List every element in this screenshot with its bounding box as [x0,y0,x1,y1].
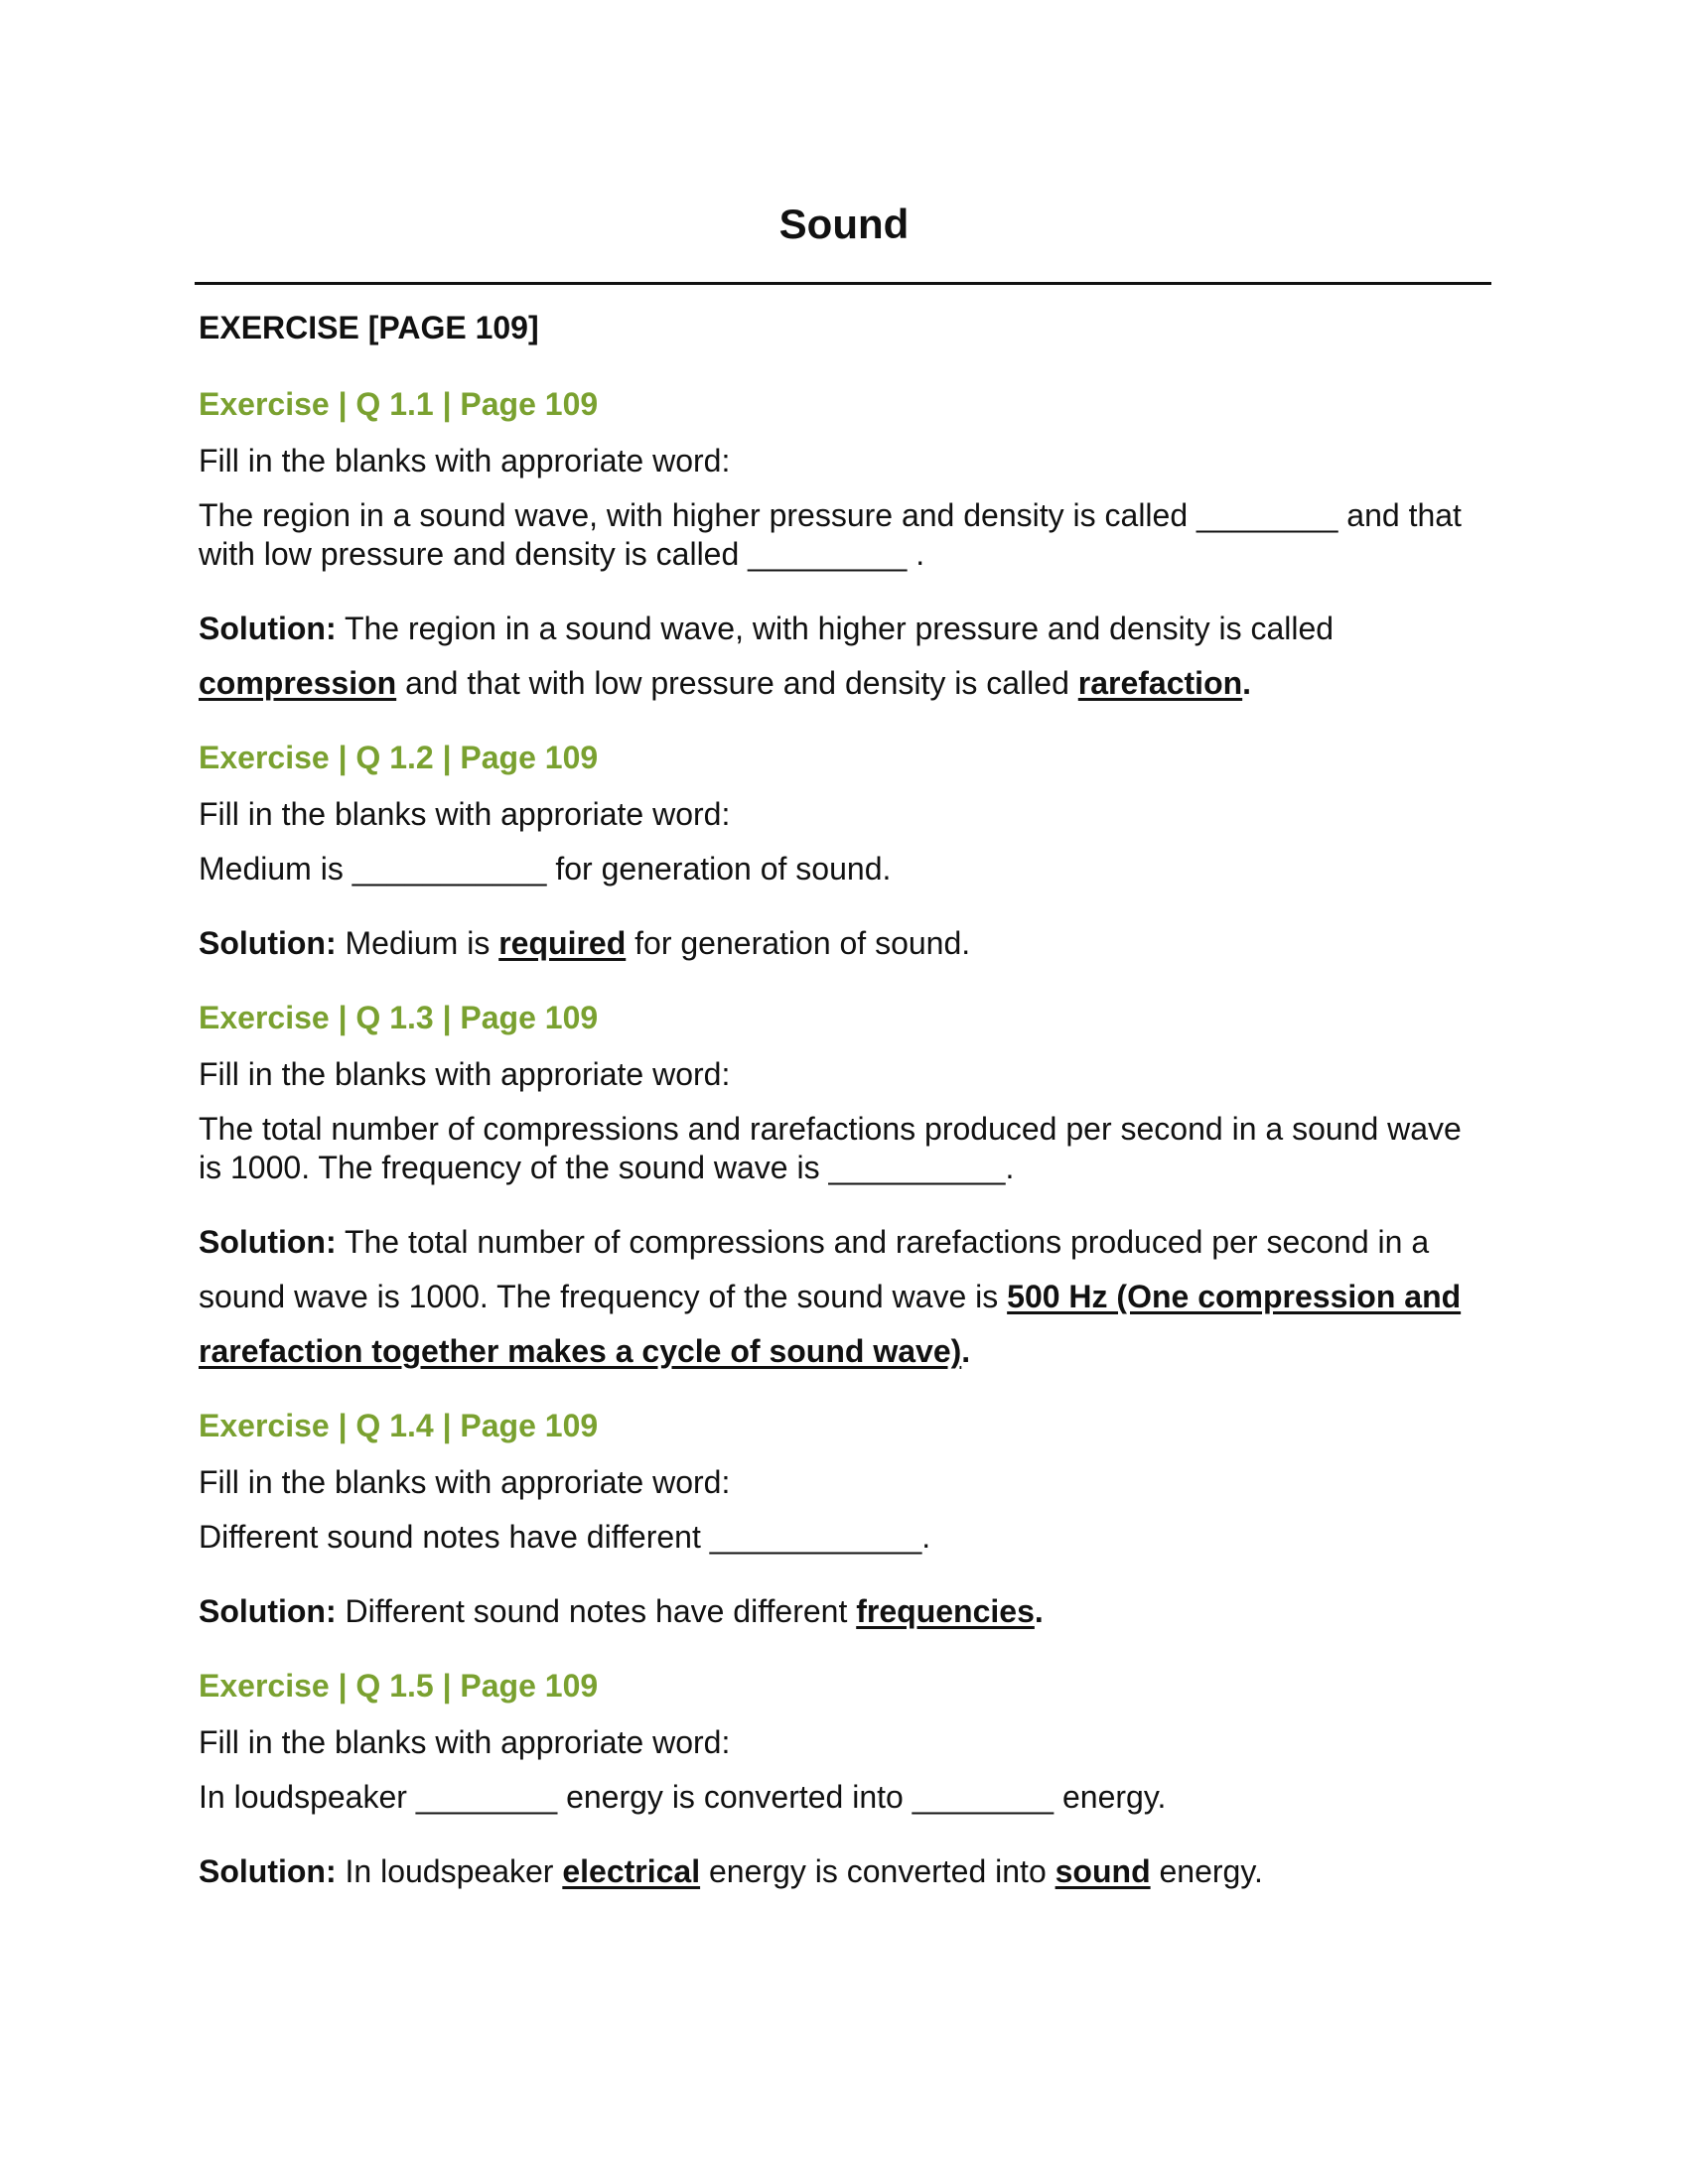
question-block-2 [199,735,1489,971]
question-text: Medium is ___________ for generation of sound. [199,851,892,887]
question-heading: Exercise | Q 1.2 | Page 109 [199,740,599,775]
solution-text [199,916,1489,971]
question-text: Different sound notes have different ____________. [199,1519,931,1555]
answer-term: compression [199,665,397,701]
solution-part: Medium is [336,925,499,961]
answer-term: 500 Hz (One compression and rarefaction together makes a cycle of sound wave) [199,1279,1462,1369]
question-text: In loudspeaker ________ energy is converted into ________ energy. [199,1779,1167,1815]
question-block-1 [199,381,1489,711]
title-divider [195,282,1491,285]
solution-part: energy. [1150,1853,1263,1889]
answer-term: required [498,925,627,961]
question-heading: Exercise | Q 1.5 | Page 109 [199,1668,599,1704]
solution-part: Different sound notes have different [336,1593,857,1629]
solution-part: for generation of sound. [626,925,971,961]
question-heading: Exercise | Q 1.4 | Page 109 [199,1408,599,1443]
question-prompt: Fill in the blanks with approriate word: [199,796,731,832]
question-block-5 [199,1663,1489,1899]
question-prompt: Fill in the blanks with approriate word: [199,443,731,478]
answer-term: electrical [562,1853,701,1889]
answer-term: sound [1055,1853,1151,1889]
solution-part: The region in a sound wave, with higher pressure and density is called [336,611,1335,646]
solution-part: . [1034,1593,1044,1629]
solution-label: Solution: [199,1593,337,1629]
solution-text [199,1844,1489,1899]
solution-part: In loudspeaker [336,1853,563,1889]
solution-text [199,602,1489,711]
solution-label: Solution: [199,1224,337,1260]
answer-term: rarefaction [1077,665,1243,701]
page-title: Sound [778,201,910,247]
question-block-4 [199,1403,1489,1639]
question-heading: Exercise | Q 1.1 | Page 109 [199,386,599,422]
solution-part: and that with low pressure and density is called [396,665,1078,701]
solution-part: energy is converted into [700,1853,1055,1889]
solution-part: . [1242,665,1252,701]
question-heading: Exercise | Q 1.3 | Page 109 [199,1000,599,1035]
solution-part: The total number of compressions and rarefactions produced per second in a sound wave is 1000. The frequency of the sound wave is [199,1224,1430,1314]
solution-label: Solution: [199,1853,337,1889]
question-block-3 [199,995,1489,1379]
question-prompt: Fill in the blanks with approriate word: [199,1724,731,1760]
solution-label: Solution: [199,925,337,961]
question-prompt: Fill in the blanks with approriate word: [199,1464,731,1500]
solution-text [199,1215,1489,1379]
solution-label: Solution: [199,611,337,646]
document-body [199,304,1489,1923]
answer-term: frequencies [856,1593,1035,1629]
solution-part: . [961,1333,971,1369]
question-prompt: Fill in the blanks with approriate word: [199,1056,731,1092]
question-text: The total number of compressions and rarefactions produced per second in a sound wave is 1000. The frequency of the sound wave is __________. [199,1111,1462,1185]
exercise-header: EXERCISE [PAGE 109] [199,310,539,345]
question-text: The region in a sound wave, with higher pressure and density is called ________ and that with low pressure and density is called _________ . [199,497,1462,572]
solution-text [199,1584,1489,1639]
